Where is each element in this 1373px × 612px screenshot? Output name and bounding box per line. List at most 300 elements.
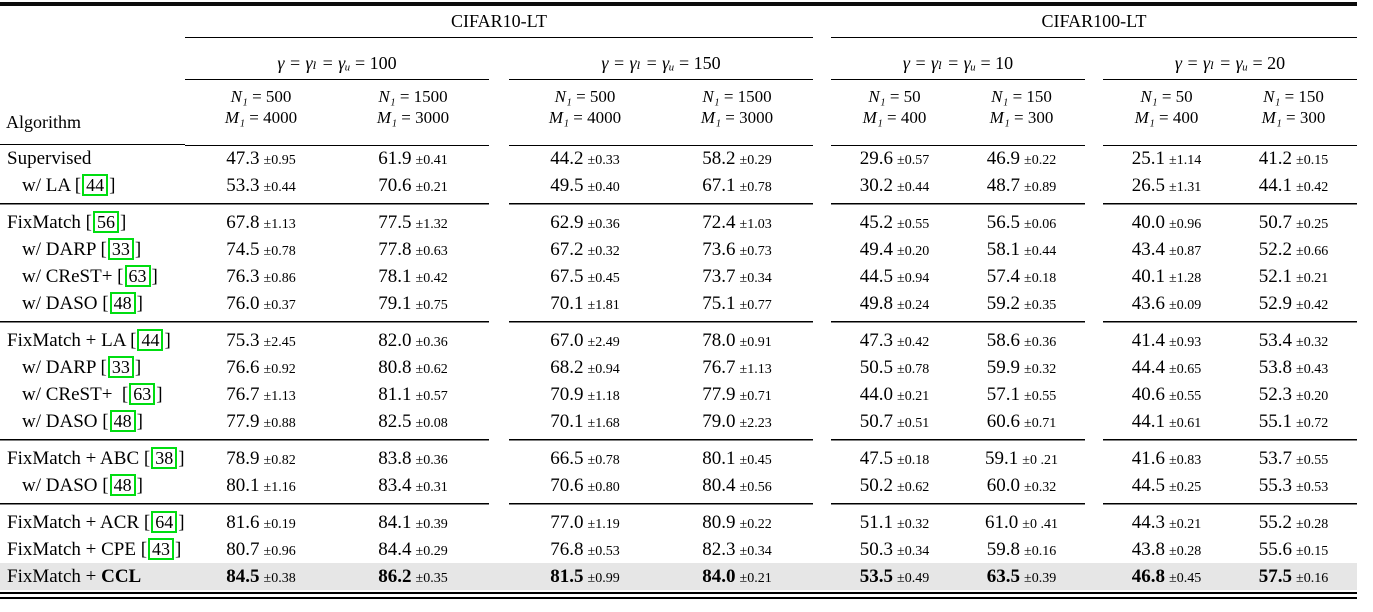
mean-value: 76.7	[226, 383, 260, 405]
mean-value: 49.4	[859, 238, 894, 260]
std-value: ±0.21	[1296, 270, 1329, 286]
std-value: ±1.14	[1169, 152, 1202, 168]
mean-value: 76.3	[226, 265, 260, 287]
citation-link[interactable]: 56	[93, 211, 119, 233]
value-cell	[958, 354, 1085, 381]
value-cell	[661, 290, 813, 317]
mean-value: 57.1	[986, 383, 1021, 405]
citation-link[interactable]: 38	[151, 447, 177, 469]
algorithm-name: FixMatch	[7, 212, 81, 233]
mean-value: 67.0	[550, 329, 584, 351]
std-value: ±0.42	[897, 334, 930, 350]
mean-value: 84.5	[226, 565, 260, 587]
value-cell	[958, 145, 1085, 172]
value-cell	[337, 236, 489, 263]
mean-value: 76.7	[702, 356, 736, 378]
separator-line	[185, 199, 489, 209]
mean-value: 59.9	[986, 356, 1021, 378]
value-cell	[185, 209, 337, 236]
mean-value: 70.1	[550, 410, 584, 432]
mean-value: 55.6	[1258, 538, 1293, 560]
value-cell	[831, 236, 958, 263]
value-cell	[958, 327, 1085, 354]
mean-value: 43.6	[1131, 292, 1166, 314]
mean-value: 61.0	[985, 511, 1019, 533]
column-gap	[489, 327, 509, 354]
value-cell	[1103, 408, 1230, 435]
mean-value: 40.0	[1131, 211, 1166, 233]
corner-blank	[0, 4, 185, 37]
mean-value: 80.4	[702, 474, 736, 496]
value-cell	[958, 263, 1085, 290]
separator-gap	[489, 199, 509, 209]
mean-value: 40.1	[1131, 265, 1166, 287]
table-row	[0, 172, 1357, 199]
std-value: ±0.31	[415, 479, 448, 495]
algorithm-cell: w/ DASO [ 48 ]	[22, 411, 143, 432]
mean-value: 86.2	[378, 565, 412, 587]
value-cell	[509, 472, 661, 499]
std-value: ±0.19	[263, 516, 296, 532]
column-gap	[813, 563, 831, 590]
std-value: ±0.55	[1296, 452, 1329, 468]
value-cell	[958, 209, 1085, 236]
value-cell	[185, 327, 337, 354]
std-value: ±0.78	[739, 179, 772, 195]
table-row	[0, 145, 1357, 172]
mean-value: 82.5	[378, 410, 412, 432]
separator-gap	[813, 317, 831, 327]
mean-value: 47.3	[859, 329, 894, 351]
col-header-0: N₁ = 500 M₁ = 4000	[185, 79, 337, 145]
separator-gap	[489, 435, 509, 445]
value-cell	[509, 354, 661, 381]
std-value: ±0.56	[739, 479, 772, 495]
std-value: ±1.81	[587, 297, 620, 313]
algorithm-cell: w/ DASO [ 48 ]	[22, 293, 143, 314]
mean-value: 44.5	[859, 265, 894, 287]
std-value: ±0.25	[1296, 216, 1329, 232]
mean-value: 52.1	[1258, 265, 1293, 287]
std-value: ±0.92	[263, 361, 296, 377]
mean-value: 83.8	[378, 447, 412, 469]
value-cell	[958, 290, 1085, 317]
std-value: ±0.44	[897, 179, 930, 195]
mean-value: 52.2	[1258, 238, 1293, 260]
value-cell	[185, 172, 337, 199]
citation-link[interactable]: 64	[151, 511, 177, 533]
std-value: ±0.86	[263, 270, 296, 286]
col-header-7: N₁ = 150 M₁ = 300	[1230, 79, 1357, 145]
std-value: ±1.28	[1169, 270, 1202, 286]
value-cell	[185, 263, 337, 290]
paper-table	[0, 2, 1357, 590]
value-cell	[831, 172, 958, 199]
mean-value: 41.4	[1131, 329, 1166, 351]
algorithm-name: w/ DASO	[22, 411, 98, 432]
mean-value: 78.0	[702, 329, 736, 351]
algorithm-cell: w/ DASO [ 48 ]	[22, 475, 143, 496]
col-header-4: N₁ = 50 M₁ = 400	[831, 79, 958, 145]
column-gap	[489, 290, 509, 317]
dataset-header-cifar100: CIFAR100-LT	[831, 4, 1357, 37]
std-value: ±0.71	[739, 388, 772, 404]
separator-line	[185, 499, 489, 509]
value-cell	[831, 445, 958, 472]
value-cell	[958, 472, 1085, 499]
citation-link[interactable]: 48	[110, 410, 136, 432]
dataset-header-cifar10: CIFAR10-LT	[185, 4, 813, 37]
value-cell	[661, 381, 813, 408]
algorithm-cell: w/ CReST+ [ 63 ]	[22, 266, 158, 287]
std-value: ±0.77	[739, 297, 772, 313]
value-cell	[1103, 472, 1230, 499]
std-value: ±0.45	[587, 270, 620, 286]
mean-value: 44.4	[1131, 356, 1166, 378]
mean-value: 77.8	[378, 238, 412, 260]
value-cell	[958, 408, 1085, 435]
mean-value: 48.7	[986, 174, 1021, 196]
mean-value: 50.5	[859, 356, 894, 378]
std-value: ±1.31	[1169, 179, 1202, 195]
std-value: ±0.37	[263, 297, 296, 313]
mean-value: 81.1	[378, 383, 412, 405]
mean-value: 60.6	[986, 410, 1021, 432]
mean-value: 47.5	[859, 447, 894, 469]
mean-value: 70.6	[550, 474, 584, 496]
mean-value: 53.7	[1258, 447, 1293, 469]
mean-value: 44.5	[1131, 474, 1166, 496]
group-separator	[0, 199, 1357, 209]
separator-gap	[1085, 199, 1103, 209]
col-header-3: N₁ = 1500 M₁ = 3000	[661, 79, 813, 145]
table-row	[0, 327, 1357, 354]
value-cell	[1103, 445, 1230, 472]
value-cell	[831, 263, 958, 290]
std-value: ±0.43	[1296, 361, 1329, 377]
separator-line	[0, 435, 185, 445]
algorithm-name: FixMatch + ABC	[7, 448, 140, 469]
separator-gap	[813, 499, 831, 509]
mean-value: 55.1	[1258, 410, 1293, 432]
value-cell	[1103, 536, 1230, 563]
algorithm-cell: FixMatch [ 56 ]	[7, 212, 127, 233]
gamma-header-150	[509, 37, 813, 79]
algorithm-cell	[0, 145, 185, 172]
column-gap	[813, 172, 831, 199]
column-gap	[489, 381, 509, 408]
algorithm-name: w/ DASO	[22, 293, 98, 314]
value-cell	[337, 172, 489, 199]
mean-value: 44.0	[859, 383, 894, 405]
column-gap	[813, 79, 831, 145]
std-value: ±0.36	[587, 216, 620, 232]
value-cell	[509, 172, 661, 199]
column-gap	[489, 563, 509, 590]
column-gap	[489, 408, 509, 435]
mean-value: 53.5	[859, 565, 894, 587]
std-value: ±0.16	[1024, 543, 1057, 559]
mean-value: 76.6	[226, 356, 260, 378]
column-gap	[1085, 263, 1103, 290]
value-cell	[509, 290, 661, 317]
mean-value: 82.0	[378, 329, 412, 351]
std-value: ±0 .21	[1022, 452, 1058, 468]
col-header-6: N₁ = 50 M₁ = 400	[1103, 79, 1230, 145]
citation-link[interactable]: 33	[108, 356, 134, 378]
column-gap	[813, 263, 831, 290]
mean-value: 44.1	[1131, 410, 1166, 432]
value-cell	[509, 381, 661, 408]
gamma-value: = 20	[1248, 52, 1286, 73]
citation-link[interactable]: 48	[110, 292, 136, 314]
std-value: ±1.16	[263, 479, 296, 495]
std-value: ±1.18	[587, 388, 620, 404]
column-gap	[813, 37, 831, 79]
citation-link[interactable]: 44	[137, 329, 163, 351]
table-row	[0, 236, 1357, 263]
mean-value: 25.1	[1131, 147, 1166, 169]
value-cell	[1103, 563, 1230, 590]
table-row	[0, 445, 1357, 472]
algorithm-cell: w/ DARP [ 33 ]	[22, 357, 142, 378]
std-value: ±0.32	[1024, 361, 1057, 377]
gamma-header-10	[831, 37, 1085, 79]
mean-value: 68.2	[550, 356, 584, 378]
std-value: ±0.78	[263, 243, 296, 259]
mean-value: 84.1	[378, 511, 412, 533]
std-value: ±0.09	[1169, 297, 1202, 313]
mean-value: 80.1	[702, 447, 736, 469]
separator-gap	[1085, 435, 1103, 445]
value-cell	[509, 209, 661, 236]
algorithm-name: FixMatch + LA	[7, 330, 126, 351]
mean-value: 80.9	[702, 511, 736, 533]
std-value: ±0.24	[897, 297, 930, 313]
mean-value: 83.4	[378, 474, 412, 496]
std-value: ±0.55	[1024, 388, 1057, 404]
algorithm-name: w/ CReST+	[22, 384, 118, 405]
gamma-value: = 150	[674, 52, 721, 73]
std-value: ±1.03	[739, 216, 772, 232]
std-value: ±0.62	[415, 361, 448, 377]
value-cell	[509, 236, 661, 263]
std-value: ±0.34	[739, 543, 772, 559]
mean-value: 58.1	[986, 238, 1021, 260]
column-gap	[1085, 327, 1103, 354]
citation-link[interactable]: 33	[108, 238, 134, 260]
std-value: ±0 .41	[1022, 516, 1058, 532]
std-value: ±0.57	[415, 388, 448, 404]
column-gap	[1085, 290, 1103, 317]
value-cell	[509, 145, 661, 172]
value-cell	[337, 445, 489, 472]
separator-line	[509, 435, 813, 445]
separator-line	[509, 317, 813, 327]
citation-link[interactable]: 43	[148, 538, 174, 560]
column-gap	[489, 472, 509, 499]
separator-line	[0, 199, 185, 209]
std-value: ±0.57	[897, 152, 930, 168]
std-value: ±0.62	[897, 479, 930, 495]
value-cell	[831, 290, 958, 317]
mean-value: 75.3	[226, 329, 260, 351]
value-cell	[337, 381, 489, 408]
value-cell	[661, 354, 813, 381]
mean-value: 78.1	[378, 265, 412, 287]
std-value: ±0.45	[1169, 570, 1202, 586]
algorithm-cell: FixMatch + ACR [ 64 ]	[7, 512, 185, 533]
value-cell	[509, 263, 661, 290]
citation-link[interactable]: 44	[82, 174, 108, 196]
value-cell	[1103, 354, 1230, 381]
std-value: ±0.53	[1296, 479, 1329, 495]
value-cell	[1230, 381, 1357, 408]
column-gap	[813, 536, 831, 563]
mean-value: 57.5	[1258, 565, 1293, 587]
std-value: ±0.25	[1169, 479, 1202, 495]
mean-value: 47.3	[226, 147, 260, 169]
separator-line	[0, 317, 185, 327]
std-value: ±0.96	[263, 543, 296, 559]
column-gap	[489, 263, 509, 290]
value-cell	[1230, 263, 1357, 290]
table-row	[0, 472, 1357, 499]
std-value: ±0.66	[1296, 243, 1329, 259]
std-value: ±1.32	[415, 216, 448, 232]
std-value: ±0.35	[415, 570, 448, 586]
std-value: ±0.75	[415, 297, 448, 313]
value-cell	[337, 263, 489, 290]
mean-value: 67.8	[226, 211, 260, 233]
gamma-expression: γ = γₗ = γᵤ	[601, 52, 675, 73]
separator-line	[185, 317, 489, 327]
value-cell	[1103, 209, 1230, 236]
value-cell	[337, 327, 489, 354]
separator-gap	[1085, 317, 1103, 327]
value-cell	[509, 563, 661, 590]
mean-value: 41.6	[1131, 447, 1166, 469]
mean-value: 53.3	[226, 174, 260, 196]
value-cell	[1230, 290, 1357, 317]
std-value: ±0.32	[897, 516, 930, 532]
std-value: ±0.18	[1024, 270, 1057, 286]
mean-value: 60.0	[986, 474, 1021, 496]
std-value: ±0.08	[415, 415, 448, 431]
separator-line	[831, 435, 1085, 445]
algorithm-name: FixMatch + CCL	[7, 565, 142, 587]
citation-link[interactable]: 48	[110, 474, 136, 496]
value-cell	[337, 354, 489, 381]
column-gap	[489, 445, 509, 472]
mean-value: 29.6	[859, 147, 894, 169]
value-cell	[337, 209, 489, 236]
value-cell	[831, 408, 958, 435]
value-cell	[1230, 408, 1357, 435]
std-value: ±0.45	[739, 452, 772, 468]
algorithm-name: w/ DASO	[22, 475, 98, 496]
value-cell	[185, 290, 337, 317]
mean-value: 81.6	[226, 511, 260, 533]
mean-value: 70.9	[550, 383, 584, 405]
mean-value: 61.9	[378, 147, 412, 169]
value-cell	[1103, 172, 1230, 199]
value-cell	[1230, 236, 1357, 263]
std-value: ±0.94	[897, 270, 930, 286]
value-cell	[661, 563, 813, 590]
mean-value: 76.0	[226, 292, 260, 314]
gamma-header-20	[1103, 37, 1357, 79]
separator-line	[1103, 317, 1357, 327]
citation-link[interactable]: 63	[125, 265, 151, 287]
value-cell	[1103, 381, 1230, 408]
value-cell	[831, 145, 958, 172]
value-cell	[337, 145, 489, 172]
column-gap	[489, 509, 509, 536]
value-cell	[337, 408, 489, 435]
std-value: ±0.93	[1169, 334, 1202, 350]
std-value: ±0.15	[1296, 543, 1329, 559]
value-cell	[1103, 290, 1230, 317]
value-cell	[1230, 445, 1357, 472]
column-gap	[489, 236, 509, 263]
column-gap	[813, 209, 831, 236]
mean-value: 75.1	[702, 292, 736, 314]
std-value: ±0.32	[587, 243, 620, 259]
column-gap	[813, 408, 831, 435]
std-value: ±0.82	[263, 452, 296, 468]
value-cell	[1230, 354, 1357, 381]
std-value: ±0.44	[263, 179, 296, 195]
mean-value: 50.2	[859, 474, 894, 496]
mean-value: 76.8	[550, 538, 584, 560]
std-value: ±1.13	[739, 361, 772, 377]
value-cell	[661, 172, 813, 199]
value-cell	[1230, 563, 1357, 590]
citation-link[interactable]: 63	[129, 383, 155, 405]
mean-value: 49.5	[550, 174, 584, 196]
column-gap	[489, 79, 509, 145]
separator-gap	[813, 199, 831, 209]
value-cell	[958, 236, 1085, 263]
separator-line	[831, 317, 1085, 327]
value-cell	[831, 354, 958, 381]
column-gap	[813, 354, 831, 381]
column-gap	[813, 4, 831, 37]
value-cell	[661, 209, 813, 236]
std-value: ±0.51	[897, 415, 930, 431]
mean-value: 49.8	[859, 292, 894, 314]
mean-value: 45.2	[859, 211, 894, 233]
column-gap	[813, 472, 831, 499]
mean-value: 52.9	[1258, 292, 1293, 314]
std-value: ±0.29	[415, 543, 448, 559]
column-gap	[489, 172, 509, 199]
separator-line	[0, 499, 185, 509]
group-separator	[0, 499, 1357, 509]
value-cell	[661, 445, 813, 472]
std-value: ±0.71	[1024, 415, 1057, 431]
value-cell	[661, 263, 813, 290]
table-row	[0, 290, 1357, 317]
std-value: ±0.28	[1169, 543, 1202, 559]
std-value: ±0.33	[587, 152, 620, 168]
std-value: ±0.32	[1024, 479, 1057, 495]
algorithm-cell: w/ DARP [ 33 ]	[22, 239, 142, 260]
separator-gap	[813, 435, 831, 445]
mean-value: 77.5	[378, 211, 412, 233]
std-value: ±0.42	[1296, 297, 1329, 313]
